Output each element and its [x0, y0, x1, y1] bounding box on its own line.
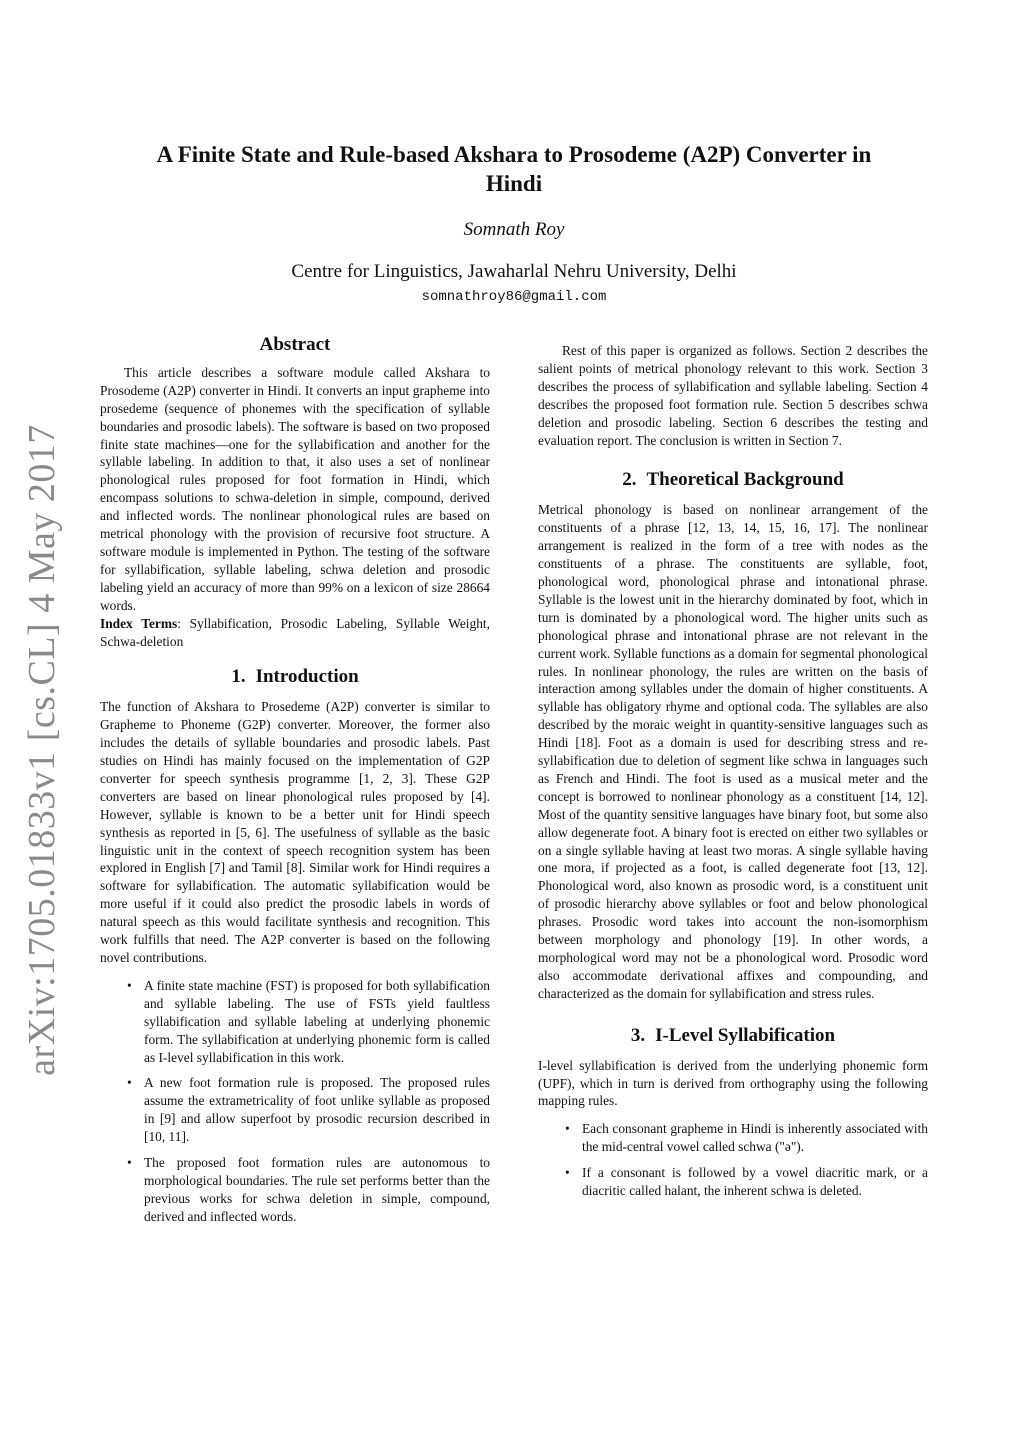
right-column — [538, 342, 928, 1208]
ilevel-number: 3. — [630, 1024, 646, 1046]
intro-number: 1. — [231, 666, 246, 688]
mapping-rules-list — [538, 1120, 928, 1200]
theory-body: Metrical phonology is based on nonlinear arrangement of the constituents of a phrase [12, 13, 14, 15, 16, 17]. The nonlinear arrangement is realized in the form of a tree with nodes as the constituents of a phrase. The constituents are syllable, foot, phonological word, phonological phrase and intonational phrase. Syllable is the lowest unit in the hierarchy dominated by foot, which in turn is dominated by a phonological word. The higher units such as phonological phrase and intonational phrase are not relevant in the current work. Syllable functions as a domain for segmental phonological rules. In nonlinear phonology, the rules are written on the basis of interaction among syllables under the domain of higher constituents. A syllable has obligatory rhyme and optional coda. The syllables are also described by the moraic weight in quantity-sensitive languages such as Hindi [18]. Foot as a domain is used for describing stress and re-syllabification due to deletion of segment like schwa in languages such as French and Hindi. The foot is used as a musical meter and the concept is borrowed to nonlinear phonology as a constituent [14, 12]. Most of the quantity sensitive languages have binary foot, but some also allow degenerate foot. A binary foot is erected on either two syllables or on a single syllable having at least two moras. A single syllable having one mora, if projected as a foot, is called degenerate foot [13, 12]. Phonological word, also known as prosodic word, is a constituent unit of prosodic hierarchy above syllables or foot and below phonological phrases. Prosodic word takes into account the non-isomorphism between morphology and phonology [19]. In other words, a morphological word may not be a phonological word. Prosodic word also accommodate derivational affixes and compounding, and characterized as the domain for syllabification and stress rules. — [538, 502, 928, 1001]
ilevel-heading — [538, 1024, 928, 1046]
intro-title: Introduction — [255, 666, 359, 688]
index-terms — [100, 615, 490, 651]
list-item-text: A new foot formation rule is proposed. The proposed rules assume the extrametricality of foot unlike syllable as proposed in [9] and allow superfoot by prosodic recursion described in [10, 11]. — [144, 1075, 490, 1145]
bullet-icon: • — [127, 977, 132, 993]
list-item — [538, 1120, 928, 1156]
index-terms-label: Index Terms — [100, 615, 178, 631]
paper-title — [100, 140, 928, 198]
index-terms-list: : Syllabification, Prosodic Labeling, Syllable Weight, Schwa-deletion — [100, 615, 490, 649]
author-name: Somnath Roy — [463, 219, 565, 240]
theory-number: 2. — [622, 469, 637, 491]
left-column — [100, 336, 490, 1234]
theory-title: Theoretical Background — [646, 469, 844, 491]
title-line-1: A Finite State and Rule-based Akshara to Prosodeme (A2P) Converter in — [156, 142, 872, 167]
bullet-icon: • — [127, 1075, 132, 1091]
list-item — [100, 1154, 490, 1226]
affiliation: Centre for Linguistics, Jawaharlal Nehru University, Delhi — [291, 261, 737, 282]
author-email: somnathroy86@gmail.com — [421, 289, 607, 305]
list-item-text: Each consonant grapheme in Hindi is inherently associated with the mid-central vowel called schwa ("ə"). — [582, 1121, 928, 1155]
list-item-text: A finite state machine (FST) is proposed for both syllabification and syllable labeling. The use of FSTs yield faultless syllabification and syllable labeling at underlying phonemic form. The syllabification at underlying phonemic form is called as I-level syllabification in this work. — [144, 977, 490, 1065]
arxiv-identifier: arXiv:1705.01833v1 [cs.CL] 4 May 2017 — [21, 424, 63, 1076]
arxiv-sidebar — [12, 424, 72, 1076]
list-item-text: The proposed foot formation rules are autonomous to morphological boundaries. The rule set performs better than the previous works for schwa deletion in simple, compound, derived and inflected words. — [144, 1155, 490, 1224]
intro-heading — [100, 668, 490, 686]
ilevel-title: I-Level Syllabification — [655, 1024, 836, 1046]
intro-body: The function of Akshara to Prosedeme (A2P) converter is similar to Grapheme to Phoneme (G2P) converter. Moreover, the former also includes the details of syllable boundaries and prosodic labels. Past studies on Hindi has mainly focused on the implementation of G2P converter for speech synthesis programme [1, 2, 3]. These G2P converters are based on linear phonological rules proposed by [4]. However, syllable is known to be a better unit for Hindi speech synthesis as reported in [5, 6]. The usefulness of syllable as the basic linguistic unit in the context of speech recognition system has been explored in English [7] and Tamil [8]. Similar work for Hindi requires a software for syllabification. The automatic syllabification would be more useful if it could also predict the prosodic labels in words of natural speech as this would facilitate synthesis and recognition. This work fulfills that need. The A2P converter is based on the following novel contributions. — [100, 699, 490, 965]
abstract-body: This article describes a software module called Akshara to Prosodeme (A2P) converter in Hindi. It converts an input grapheme into prosedeme (sequence of phonemes with the specification of syllable boundaries and prosodic labels). The software is based on two proposed finite state machines—one for the syllabification and another for the syllable labeling. In addition to that, it also uses a set of nonlinear phonological rules proposed for foot formation in Hindi, which encompass solutions to schwa-deletion in simple, compound, derived and inflected words. The nonlinear phonological rules are based on metrical phonology with the provision of recursive foot structure. A software module is implemented in Python. The testing of the software for syllabification, syllable labeling, schwa deletion and prosodic labeling yield an accuracy of more than 99% on a lexicon of size 28664 words. — [100, 364, 490, 613]
bullet-icon: • — [127, 1155, 132, 1171]
theory-heading — [538, 471, 928, 489]
list-item-text: If a consonant is followed by a vowel diacritic mark, or a diacritic called halant, the inherent schwa is deleted. — [582, 1165, 928, 1199]
organization-paragraph: Rest of this paper is organized as follows. Section 2 describes the salient points of metrical phonology relevant to this work. Section 3 describes the process of syllabification and syllable labeling. Section 4 describes the proposed foot formation rule. Section 5 describes schwa deletion and prosodic labeling. Section 6 describes the testing and evaluation report. The conclusion is written in Section 7. — [538, 343, 928, 448]
bullet-icon: • — [565, 1121, 570, 1137]
list-item — [538, 1164, 928, 1200]
contributions-list — [100, 977, 490, 1226]
title-line-2: Hindi — [485, 171, 543, 196]
list-item — [100, 977, 490, 1067]
ilevel-body: I-level syllabification is derived from the underlying phonemic form (UPF), which in turn is derived from orthography using the following mapping rules. — [538, 1057, 928, 1109]
bullet-icon: • — [565, 1165, 570, 1181]
list-item — [100, 1074, 490, 1146]
abstract-heading: Abstract — [259, 334, 331, 355]
